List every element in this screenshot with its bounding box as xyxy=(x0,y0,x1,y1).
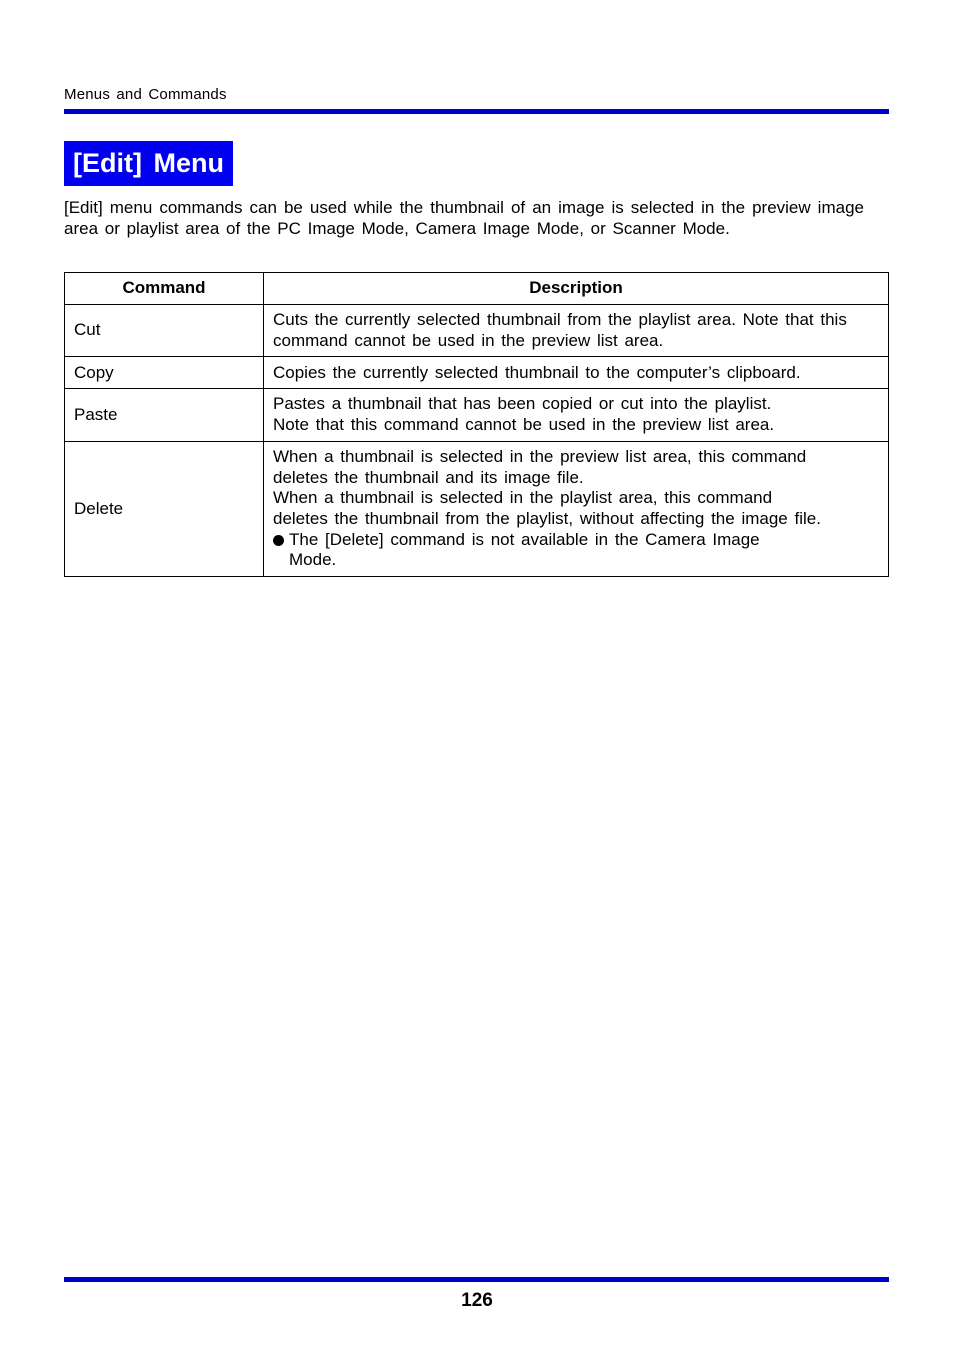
description-cell-cut xyxy=(264,305,889,357)
bullet-dot-icon xyxy=(273,535,284,546)
command-cell-cut: Cut xyxy=(65,305,264,357)
intro-paragraph: [Edit] menu commands can be used while the thumbnail of an image is selected in the preview image area or playlist area of the PC Image Mode, Camera Image Mode, or Scanner Mode. xyxy=(64,198,864,238)
column-header-command: Command xyxy=(65,273,264,305)
table-header-row xyxy=(65,273,889,305)
footer-rule xyxy=(64,1277,889,1282)
command-cell-paste: Paste xyxy=(65,389,264,441)
description-line: Copies the currently selected thumbnail to the computer’s clipboard. xyxy=(273,362,801,382)
table-row-paste xyxy=(65,389,889,441)
description-line: Cuts the currently selected thumbnail from the playlist area. Note that this command cannot be used in the preview list area. xyxy=(273,310,847,350)
table-row-cut xyxy=(65,305,889,357)
description-line: Note that this command cannot be used in the preview list area. xyxy=(273,415,775,435)
column-header-description: Description xyxy=(264,273,889,305)
table-row-delete xyxy=(65,441,889,576)
description-line: Pastes a thumbnail that has been copied or cut into the playlist. xyxy=(273,394,772,414)
description-line: When a thumbnail is selected in the playlist area, this command deletes the thumbnail from the playlist, without affecting the image file. xyxy=(273,488,821,528)
bullet-text: The [Delete] command is not available in the Camera Image Mode. xyxy=(289,529,760,570)
section-title: [Edit] Menu xyxy=(64,141,233,186)
command-cell-delete: Delete xyxy=(65,441,264,576)
description-cell-paste xyxy=(264,389,889,441)
bullet-note xyxy=(273,530,880,571)
description-line: When a thumbnail is selected in the preview list area, this command deletes the thumbnail and its image file. xyxy=(273,446,807,487)
header-rule xyxy=(64,109,889,114)
table-row-copy xyxy=(65,357,889,389)
description-cell-copy xyxy=(264,357,889,389)
running-header: Menus and Commands xyxy=(64,86,227,103)
command-cell-copy: Copy xyxy=(65,357,264,389)
description-cell-delete xyxy=(264,441,889,576)
page-number: 126 xyxy=(461,1290,493,1311)
edit-menu-command-table xyxy=(64,272,889,577)
